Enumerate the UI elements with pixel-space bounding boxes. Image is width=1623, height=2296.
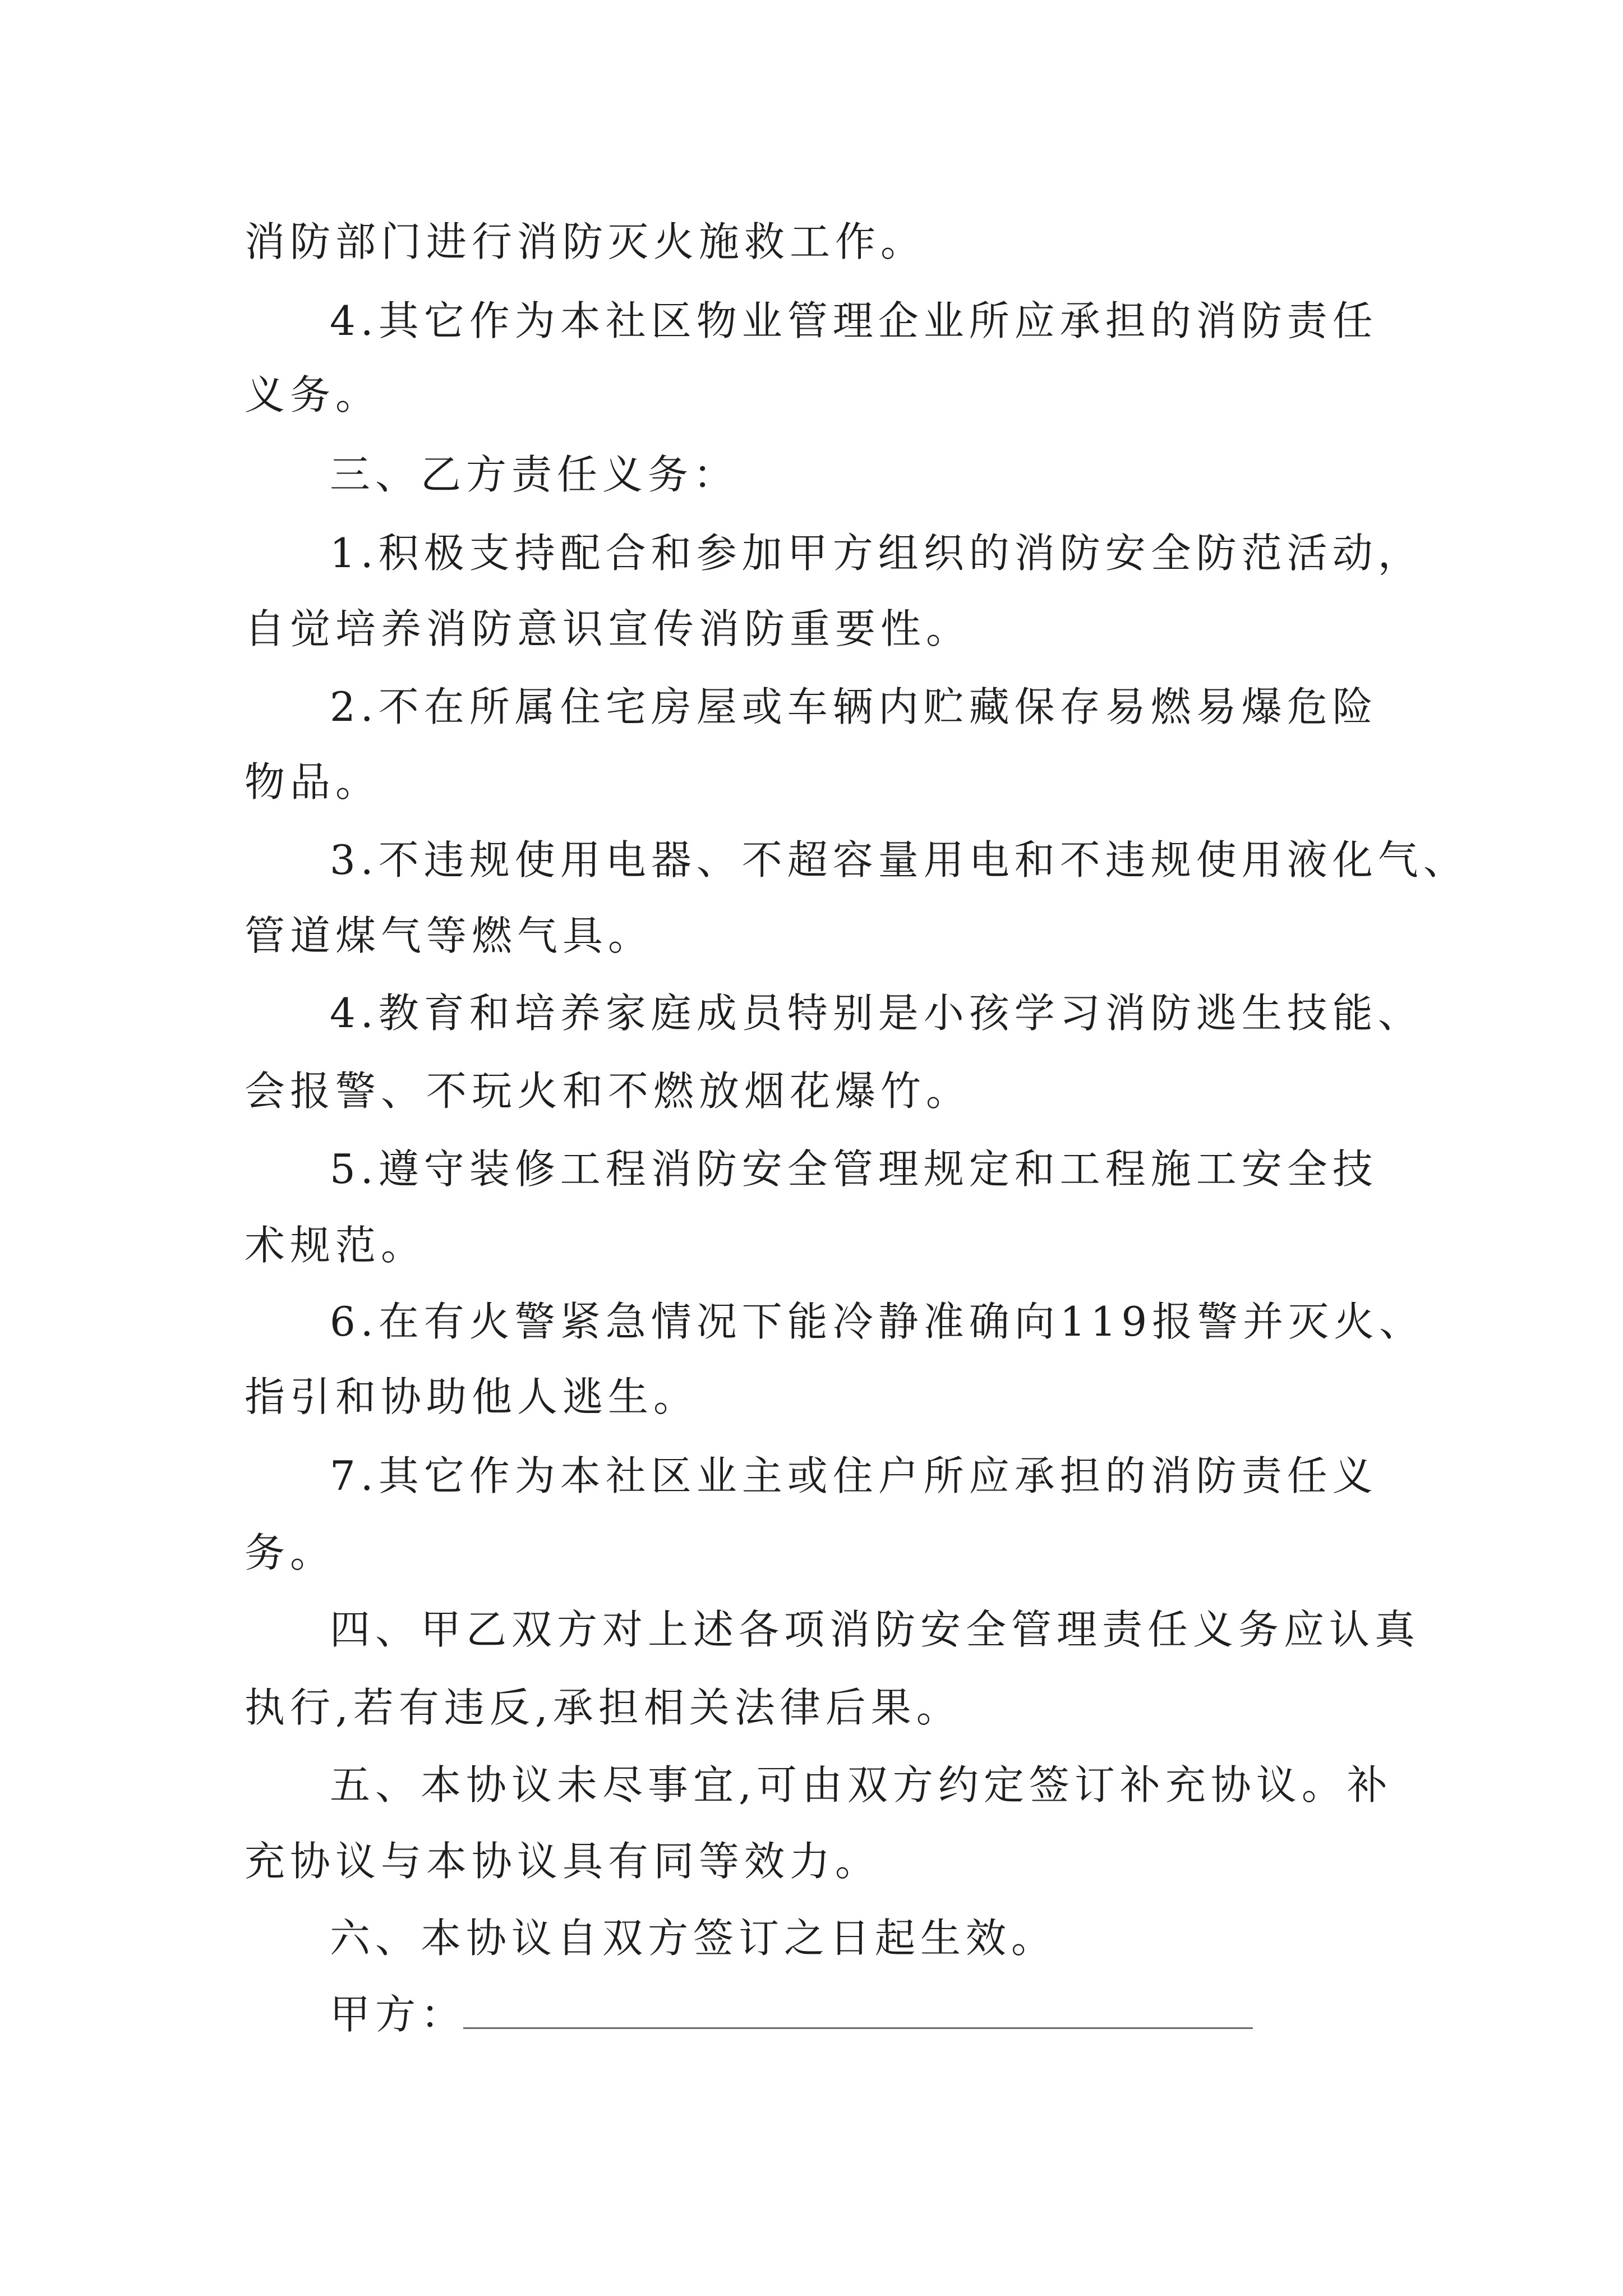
text-line: 物品。 bbox=[245, 758, 381, 806]
text-line: 管道煤气等燃气具。 bbox=[245, 912, 654, 959]
text-line: 务。 bbox=[245, 1529, 336, 1576]
text-line: 1.积极支持配合和参加甲方组织的消防安全防范活动， bbox=[330, 530, 1423, 577]
text-line: 消防部门进行消防灭火施救工作。 bbox=[245, 218, 926, 265]
text-line: 四、甲乙双方对上述各项消防安全管理责任义务应认真 bbox=[330, 1606, 1421, 1653]
text-line: 执行,若有违反,承担相关法律后果。 bbox=[245, 1684, 962, 1731]
text-line: 术规范。 bbox=[245, 1222, 427, 1269]
signature-label: 甲方： bbox=[330, 1991, 467, 2038]
text-line: 六、本协议自双方签订之日起生效。 bbox=[330, 1915, 1057, 1962]
section-heading: 三、乙方责任义务： bbox=[330, 451, 739, 498]
text-line: 6.在有火警紧急情况下能冷静准确向119报警并灭火、 bbox=[330, 1298, 1425, 1345]
text-line: 4.教育和培养家庭成员特别是小孩学习消防逃生技能、 bbox=[330, 990, 1423, 1037]
text-line: 充协议与本协议具有同等效力。 bbox=[245, 1838, 881, 1885]
text-line: 会报警、不玩火和不燃放烟花爆竹。 bbox=[245, 1068, 972, 1115]
text-line: 7.其它作为本社区业主或住户所应承担的消防责任义 bbox=[330, 1452, 1378, 1499]
text-line: 2.不在所属住宅房屋或车辆内贮藏保存易燃易爆危险 bbox=[330, 683, 1378, 730]
text-line: 4.其它作为本社区物业管理企业所应承担的消防责任 bbox=[330, 297, 1378, 344]
text-line: 指引和协助他人逃生。 bbox=[245, 1373, 699, 1420]
text-line: 五、本协议未尽事宜,可由双方约定签订补充协议。补 bbox=[330, 1761, 1393, 1809]
text-line: 5.遵守装修工程消防安全管理规定和工程施工安全技 bbox=[330, 1145, 1378, 1193]
signature-line bbox=[463, 2027, 1253, 2029]
text-line: 3.不违规使用电器、不超容量用电和不违规使用液化气、 bbox=[330, 836, 1469, 884]
text-line: 自觉培养消防意识宣传消防重要性。 bbox=[245, 605, 972, 652]
text-line: 义务。 bbox=[245, 371, 381, 418]
